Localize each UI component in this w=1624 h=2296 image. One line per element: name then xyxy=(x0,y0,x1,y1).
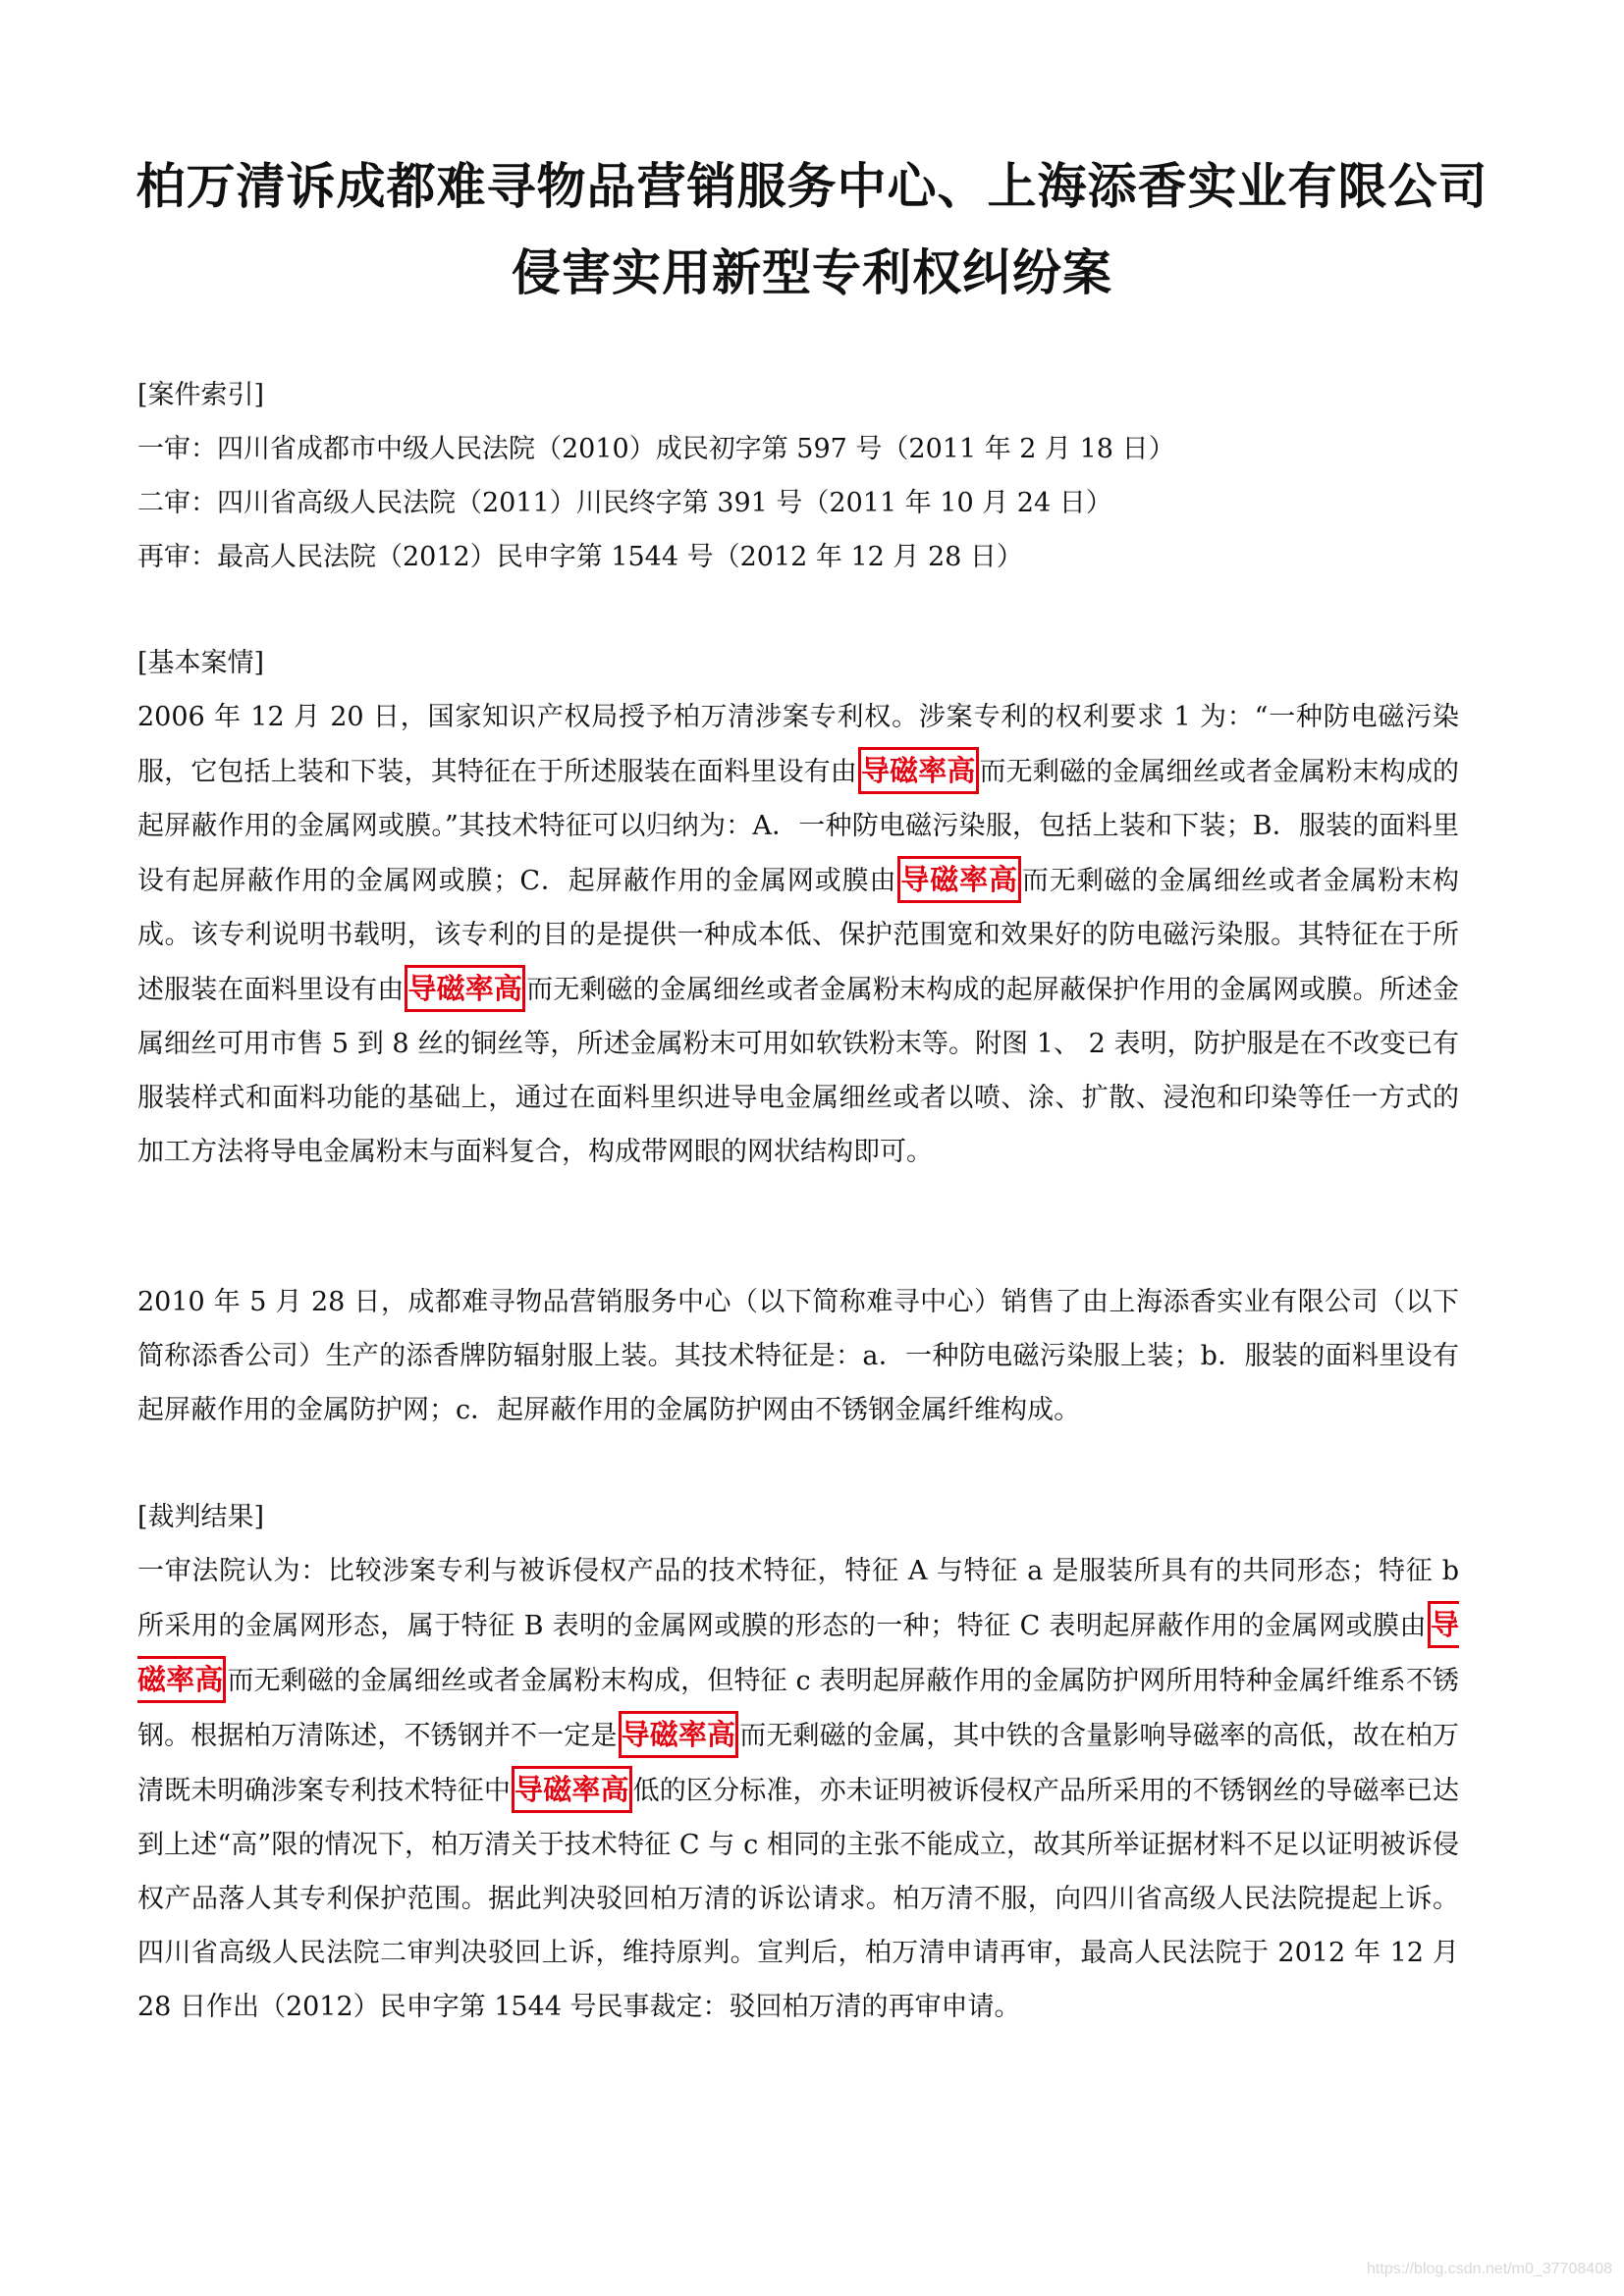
judgment-section xyxy=(137,1490,1459,2034)
highlighted-term: 导磁率高 xyxy=(897,856,1021,903)
highlighted-term: 导磁率高 xyxy=(619,1711,739,1758)
text-segment: 而无剩磁的金属，其中铁的含量影响导磁率的高低，故在柏万清既未明确涉案专利技术特征中 xyxy=(137,1721,1460,1806)
text-segment: 而无剩磁的金属细丝或者金属粉末构成的起屏蔽保护作用的金属网或膜。所述金属细丝可用市售 5 到 8 丝的铜丝等，所述金属粉末可用如软铁粉末等。附图 1、 2 表明，防护服是在不改变已有服装样式和面料功能的基础上，通过在面料里织进导电金属细丝或者以喷、涂、扩散、浸泡和印染等任一方式的加工方法将导电金属粉末与面料复合，构成带网眼的网状结构即可。 xyxy=(137,975,1460,1167)
text-segment: 低的区分标准，亦未证明被诉侵权产品所采用的不锈钢丝的导磁率已达到上述“高”限的情况下，柏万清关于技术特征 C 与 c 相同的主张不能成立，故其所举证据材料不足以证明被诉侵权产品落人其专利保护范围。据此判决驳回柏万清的诉讼请求。柏万清不服，向四川省高级人民法院提起上诉。四川省高级人民法院二审判决驳回上诉，维持原判。宣判后，柏万清申请再审，最高人民法院于 2012 年 12 月 28 日作出（2012）民申字第 1544 号民事裁定：驳回柏万清的再审申请。 xyxy=(137,1776,1460,2022)
retrial-line: 再审：最高人民法院（2012）民申字第 1544 号（2012 年 12 月 28 日） xyxy=(137,542,1023,572)
highlighted-term: 导磁率高 xyxy=(405,965,525,1012)
first-instance-line: 一审：四川省成都市中级人民法院（2010）成民初字第 597 号（2011 年 2 月 18 日） xyxy=(137,434,1175,464)
case-index-heading: [案件索引] xyxy=(137,380,265,410)
title-line-1: 柏万清诉成都难寻物品营销服务中心、上海添香实业有限公司 xyxy=(135,158,1489,215)
title-line-2: 侵害实用新型专利权纠纷案 xyxy=(512,244,1112,301)
basic-facts-paragraph-2: 2010 年 5 月 28 日，成都难寻物品营销服务中心（以下简称难寻中心）销售了由上海添香实业有限公司（以下简称添香公司）生产的添香牌防辐射服上装。其技术特征是：a．一种防电磁污染服上装；b．服装的面料里设有起屏蔽作用的金属防护网；c．起屏蔽作用的金属防护网由不锈钢金属纤维构成。 xyxy=(137,1287,1459,1425)
text-segment: 而无剩磁的金属细丝或者金属粉末构成的起屏蔽作用的金属网或膜。”其技术特征可以归纳为：A．一种防电磁污染服，包括上装和下装；B．服装的面料里设有起屏蔽作用的金属网或膜；C．起屏蔽作用的金属网或膜由 xyxy=(137,757,1460,896)
highlighted-term: 导磁率高 xyxy=(137,1601,1459,1703)
highlighted-term: 导磁率高 xyxy=(858,747,979,794)
text-segment: 2006 年 12 月 20 日，国家知识产权局授予柏万清涉案专利权。涉案专利的权利要求 1 为：“一种防电磁污染服，它包括上装和下装，其特征在于所述服装在面料里设有由 xyxy=(137,702,1459,787)
basic-facts-heading: [基本案情] xyxy=(137,648,265,678)
text-segment: 而无剩磁的金属细丝或者金属粉末构成。该专利说明书载明，该专利的目的是提供一种成本低、保护范围宽和效果好的防电磁污染服。其特征在于所述服装在面料里设有由 xyxy=(137,866,1459,1005)
basic-facts-paragraph-1 xyxy=(137,690,1459,1179)
judgment-paragraph xyxy=(137,1544,1459,2034)
text-segment: 一审法院认为：比较涉案专利与被诉侵权产品的技术特征，特征 A 与特征 a 是服装所具有的共同形态；特征 b 所采用的金属网形态，属于特征 B 表明的金属网或膜的形态的一种；特征 C 表明起屏蔽作用的金属网或膜由 xyxy=(137,1556,1459,1641)
case-index-section xyxy=(137,368,1459,584)
second-instance-line: 二审：四川省高级人民法院（2011）川民终字第 391 号（2011 年 10 月 24 日） xyxy=(137,488,1112,518)
watermark: https://blog.csdn.net/m0_37708408 xyxy=(1367,2261,1612,2277)
basic-facts-section xyxy=(137,636,1459,1179)
highlighted-term: 导磁率高 xyxy=(512,1766,632,1813)
text-segment: 而无剩磁的金属细丝或者金属粉末构成，但特征 c 表明起屏蔽作用的金属防护网所用特种金属纤维系不锈钢。根据柏万清陈述，不锈钢并不一定是 xyxy=(137,1666,1459,1751)
judgment-heading: [裁判结果] xyxy=(137,1502,265,1532)
